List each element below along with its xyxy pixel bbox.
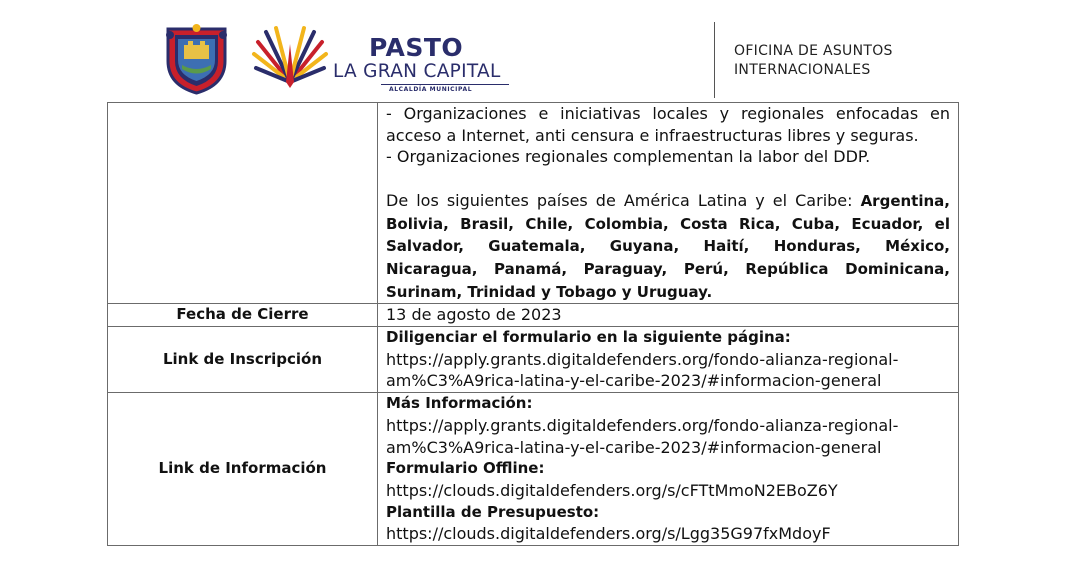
brand-tagline: ALCALDÍA MUNICIPAL [389,86,473,93]
office-name-line1: OFICINA DE ASUNTOS [734,43,893,59]
information-label: Link de Información [108,393,378,546]
eligibility-label-cell [108,103,378,304]
registration-link[interactable] [386,349,950,392]
eligibility-line2: - Organizaciones regionales complementan la labor del DDP. [386,147,871,167]
deadline-label: Fecha de Cierre [108,304,378,327]
budget-template-link[interactable]: https://clouds.digitaldefenders.org/s/Lgg35G97fxMdoyF [386,524,831,544]
page-header [0,0,1068,100]
brand-subtitle: LA GRAN CAPITAL [333,61,501,82]
blank-line [386,168,950,190]
more-info-link[interactable] [386,415,950,458]
registration-cell [378,327,959,393]
table-row-information [108,393,959,546]
brand-title: PASTO [369,33,464,62]
header-divider [714,22,715,98]
offline-form-heading: Formulario Offline: [386,459,545,478]
registration-link-part2[interactable]: am%C3%A9rica-latina-y-el-caribe-2023/#informacion-general [386,371,882,391]
budget-template-heading: Plantilla de Presupuesto: [386,502,600,521]
countries-paragraph [386,190,950,304]
more-info-link-part1[interactable]: https://apply.grants.digitaldefenders.org/fondo-alianza-regional- [386,415,899,435]
brand-divider [381,84,509,85]
countries-list: Argentina, Bolivia, Brasil, Chile, Colombia, Costa Rica, Cuba, Ecuador, el Salvador, Guatemala, Guyana, Haití, Honduras, México, Nicaragua, Panamá, Paraguay, Perú, República Dominicana, Surinam, Trinidad y Tobago y Uruguay. [386,191,950,301]
information-cell [378,393,959,546]
registration-heading: Diligenciar el formulario en la siguiente página: [386,328,791,347]
eligibility-line1: - Organizaciones e iniciativas locales y regionales enfocadas en acceso a Internet, anti censura e infraestructuras libres y seguras. [386,104,950,145]
countries-intro: De los siguientes países de América Latina y el Caribe: [386,190,861,210]
eligibility-cell [378,103,959,304]
table-row-registration [108,327,959,393]
more-info-link-part2[interactable]: am%C3%A9rica-latina-y-el-caribe-2023/#informacion-general [386,437,882,457]
brand-bird-icon [250,24,330,90]
table-row-eligibility [108,103,959,304]
table-row-deadline [108,304,959,327]
registration-link-part1[interactable]: https://apply.grants.digitaldefenders.org/fondo-alianza-regional- [386,349,899,369]
deadline-value: 13 de agosto de 2023 [378,304,959,327]
office-name-line2: INTERNACIONALES [734,62,871,78]
registration-label: Link de Inscripción [108,327,378,393]
offline-form-link[interactable]: https://clouds.digitaldefenders.org/s/cFTtMmoN2EBoZ6Y [386,480,838,500]
grant-info-table [107,102,959,546]
office-name [734,42,893,80]
coat-of-arms-icon [160,23,233,96]
more-info-heading: Más Información: [386,394,533,413]
